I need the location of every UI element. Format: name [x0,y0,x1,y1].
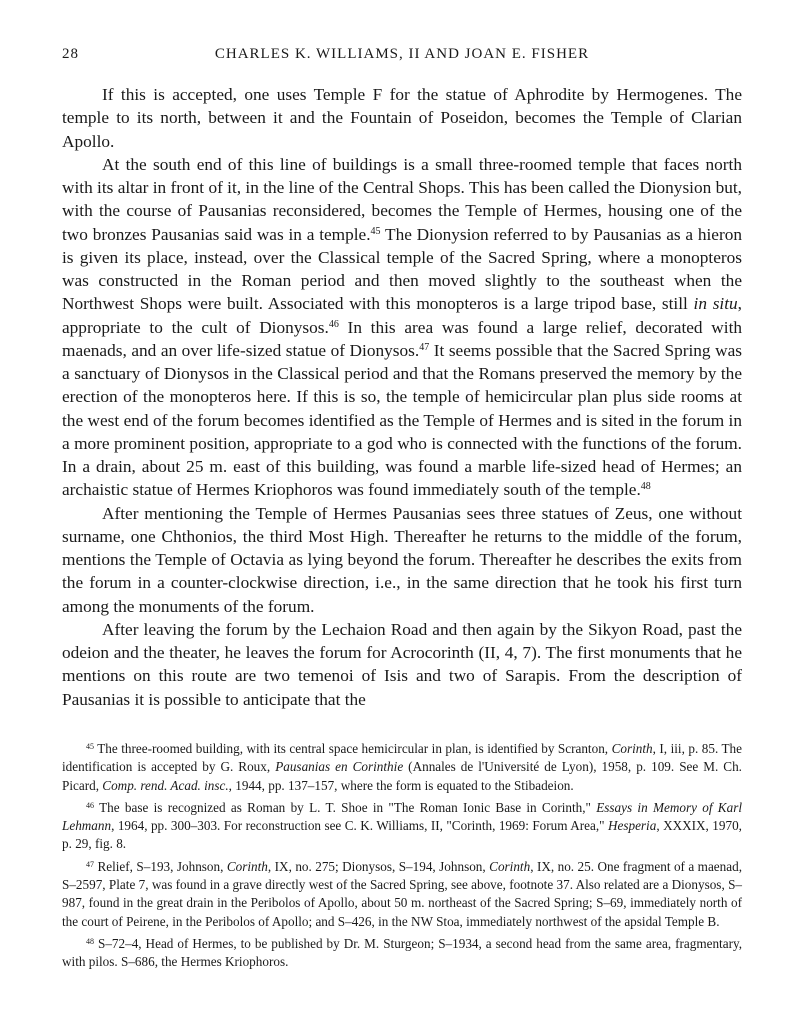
footnote-text: , XXXIX, 1970, p. 29, fig. 8. [62,818,742,852]
paragraph-3: After mentioning the Temple of Hermes Pausanias sees three statues of Zeus, one without surname, one Chthonios, the third Most High. Thereafter he returns to the middle of the forum, mentions the Temple of Octavia as lying beyond the forum. Thereafter he describes the exits from the forum in a counter-clockwise direction, i.e., in the same direction that he took his first turn among the monuments of the forum. [62,503,742,616]
footnote-italic: Comp. rend. Acad. insc. [102,777,229,793]
footnote-47 [62,858,742,931]
footnote-number: 46 [86,800,94,810]
footnote-italic: Corinth [611,741,653,756]
paragraph-1: If this is accepted, one uses Temple F for the statue of Aphrodite by Hermogenes. The temple to its north, between it and the Fountain of Poseidon, becomes the Temple of Clarian Apollo. [62,85,742,151]
footnote-45 [62,740,742,795]
in-situ-italic: in situ [693,294,738,314]
footnote-text: S–72–4, Head of Hermes, to be published by Dr. M. Sturgeon; S–1934, a second head from the same area, fragmentary, with pilos. S–686, the Hermes Kriophoros. [62,935,742,970]
footnote-text: The three-roomed building, with its central space hemicircular in plan, is identified by Scranton, [94,741,612,756]
footnote-text: , 1944, pp. 137–157, where the form is equated to the Stibadeion. [228,777,574,793]
footnote-text: , IX, no. 275; Dionysos, S–194, Johnson, [267,858,490,874]
paragraph-2-part-b: The Dionysion referred to by Pausanias as a hieron is given its place, instead, over the Classical temple of the Sacred Spring, where a monopteros was constructed in the Roman period and then moved slightly to the southeast when the Northwest Shops were built. Associated with this monopteros is a large tripod base, still [62,224,743,314]
paragraph-2 [62,153,742,502]
footnote-ref-45[interactable]: 45 [370,225,381,237]
paragraph-2-part-d: In this area was found a large relief, decorated with maenads, and an over life-sized statue of Dionysos. [62,317,743,360]
footnote-number: 48 [86,936,94,946]
footnotes [62,740,742,976]
footnote-text: (Annales de l'Université de Lyon), 1958, p. 109. See M. Ch. Picard, [62,759,742,793]
paragraph-2-part-c: , appropriate to the cult of Dionysos. [62,294,742,337]
running-title: CHARLES K. WILLIAMS, II AND JOAN E. FISHER [214,46,590,62]
footnote-italic: Corinth [489,858,531,874]
body-text [62,83,742,711]
footnote-ref-46[interactable]: 46 [328,318,339,330]
footnote-italic: Essays in Memory of Karl Lehmann [62,799,742,834]
footnote-text: , I, iii, p. 85. The identification is accepted by G. Roux, [62,741,742,775]
page-header [62,46,742,70]
footnote-46 [62,799,742,854]
footnote-italic: Hesperia [607,818,657,834]
footnote-italic: Corinth [226,858,268,874]
footnote-ref-47[interactable]: 47 [419,341,430,353]
footnote-italic: Pausanias en Corinthie [275,759,404,775]
footnote-text: , 1964, pp. 300–303. For reconstruction see C. K. Williams, II, "Corinth, 1969: Forum Area," [111,818,608,834]
paragraph-2-part-e: It seems possible that the Sacred Spring was a sanctuary of Dionysos in the Classical period and that the Romans preserved the memory by the erection of the monopteros here. If this is so, the temple of hemicircular plan plus side rooms at the west end of the forum becomes identified as the Temple of Hermes and is sited in the forum in a more prominent position, appropriate to a god who is connected with the functions of the forum. In a drain, about 25 m. east of this building, was found a marble life-sized head of Hermes; an archaistic statue of Hermes Kriophoros was found immediately south of the temple. [62,340,742,500]
footnote-48 [62,935,742,972]
page-number: 28 [62,46,79,62]
paragraph-4: After leaving the forum by the Lechaion Road and then again by the Sikyon Road, past the odeion and the theater, he leaves the forum for Acrocorinth (II, 4, 7). The first monuments that he mentions on this route are two temenoi of Isis and two of Sarapis. From the description of Pausanias it is possible to anticipate that the [62,619,742,709]
footnote-number: 45 [86,742,94,751]
footnote-ref-48[interactable]: 48 [640,481,651,493]
footnote-number: 47 [86,859,94,869]
paragraph-2-part-a: At the south end of this line of buildings is a small three-roomed temple that faces north with its altar in front of it, in the line of the Central Shops. This has been called the Dionysion but, with the course of Pausanias reconsidered, becomes the Temple of Hermes, housing one of the two bronzes Pausanias said was in a temple. [62,154,742,244]
footnote-text: Relief, S–193, Johnson, [94,858,227,874]
footnote-text: , IX, no. 25. One fragment of a maenad, S–2597, Plate 7, was found in a grave directly west of the Sacred Spring, see above, footnote 37. Also related are a Dionysos, S–987, found in the great drain in the Peribolos of Apollo, about 50 m. northeast of the Sacred Spring; S–69, immediately north of the court of Peirene, in the Peribolos of Apollo; and S–426, in the NW Stoa, immediately northwest of the apsidal Temple B. [62,858,742,929]
footnote-text: The base is recognized as Roman by L. T. Shoe in "The Roman Ionic Base in Corinth," [94,799,597,815]
